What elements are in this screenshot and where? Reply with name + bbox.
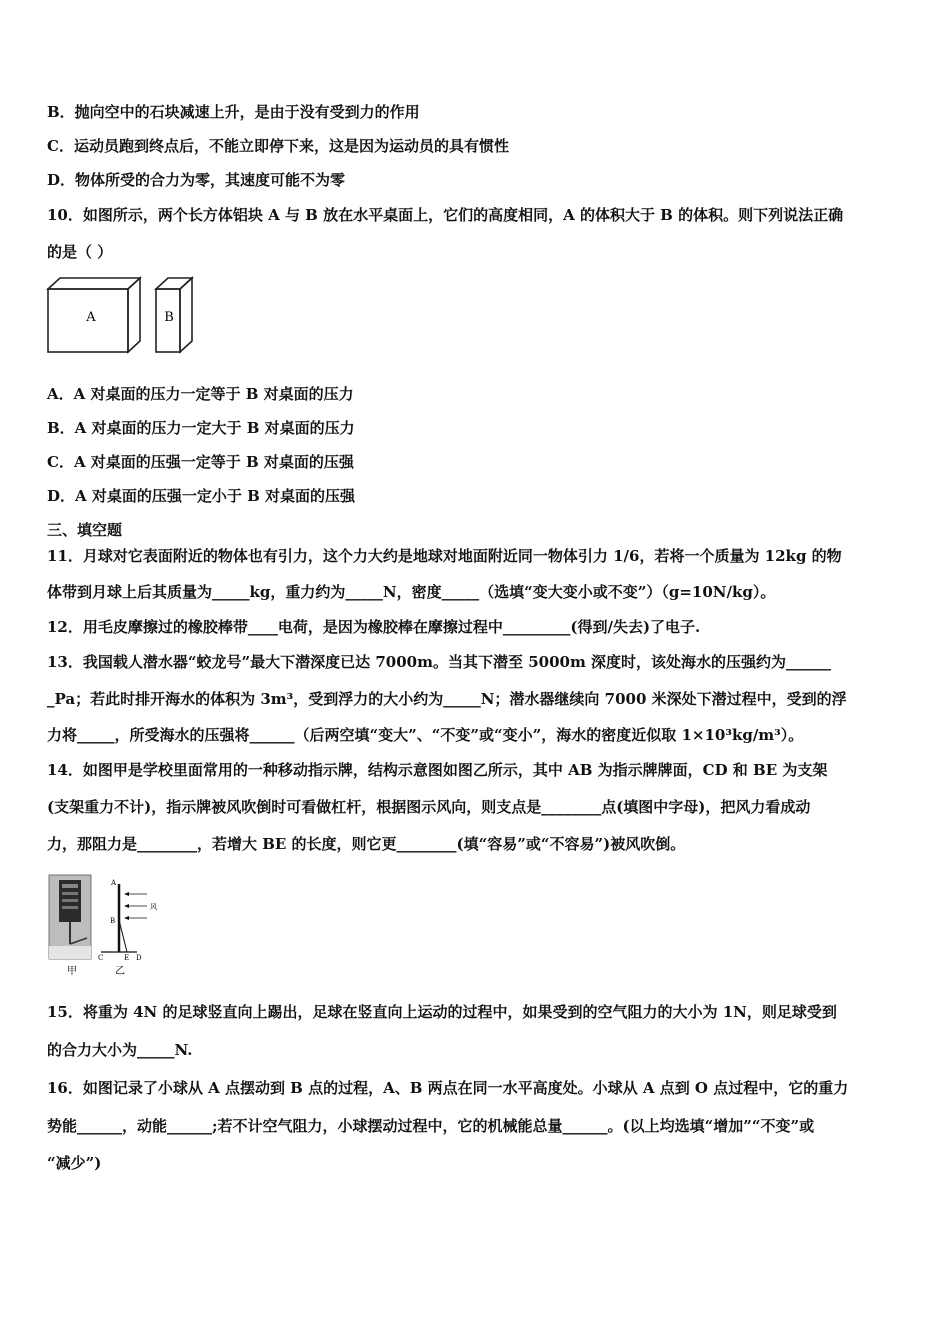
question-13-line-2: _Pa；若此时排开海水的体积为 3m³，受到浮力的大小约为_____N；潜水器继续向 7000 米深处下潜过程中，受到的浮: [47, 690, 847, 708]
block-a-label: A: [86, 310, 96, 325]
block-b-label: B: [164, 310, 174, 325]
question-16-line-1: 16．如图记录了小球从 A 点摆动到 B 点的过程，A、B 两点在同一水平高度处。小球从 A 点到 O 点过程中，它的重力: [47, 1079, 849, 1097]
section-heading-fill-in: 三、填空题: [47, 521, 123, 539]
question-14-line-2: (支架重力不计)，指示牌被风吹倒时可看做杠杆，根据图示风向，则支点是________点(填图中字母)，把风力看成动: [47, 798, 811, 816]
option-c-q10: C．A 对桌面的压强一定等于 B 对桌面的压强: [47, 453, 354, 471]
label-point-d: D: [136, 954, 142, 962]
question-14-line-3: 力，那阻力是________，若增大 BE 的长度，则它更________(填“容易”或“不容易”)被风吹倒。: [47, 835, 686, 853]
option-d-q9: D．物体所受的合力为零，其速度可能不为零: [47, 171, 346, 189]
question-14-line-1: 14．如图甲是学校里面常用的一种移动指示牌，结构示意图如图乙所示，其中 AB 为指示牌牌面，CD 和 BE 为支架: [47, 761, 828, 779]
option-d-q10: D．A 对桌面的压强一定小于 B 对桌面的压强: [47, 487, 355, 505]
question-16-line-2: 势能______，动能______;若不计空气阻力，小球摆动过程中，它的机械能总量______。(以上均选填“增加”“不变”或: [47, 1117, 815, 1135]
label-jia: 甲: [67, 966, 77, 977]
label-point-a: A: [111, 879, 117, 887]
question-10-line-1: 10．如图所示，两个长方体铝块 A 与 B 放在水平桌面上，它们的高度相同，A 的体积大于 B 的体积。则下列说法正确: [47, 206, 844, 224]
sign-photo: [49, 875, 91, 959]
option-b-q9: B．抛向空中的石块减速上升，是由于没有受到力的作用: [47, 103, 420, 121]
question-10-line-2: 的是（ ）: [47, 243, 113, 261]
figure-blocks-a-b: [45, 275, 210, 357]
question-11-line-1: 11．月球对它表面附近的物体也有引力，这个力大约是地球对地面附近同一物体引力 1/6，若将一个质量为 12kg 的物: [47, 547, 842, 565]
label-point-c: C: [98, 954, 104, 962]
label-point-b: B: [110, 917, 116, 925]
question-15-line-1: 15．将重为 4N 的足球竖直向上踢出，足球在竖直向上运动的过程中，如果受到的空气阻力的大小为 1N，则足球受到: [47, 1003, 837, 1021]
option-b-q10: B．A 对桌面的压力一定大于 B 对桌面的压力: [47, 419, 355, 437]
question-11-line-2: 体带到月球上后其质量为_____kg，重力约为_____N，密度_____（选填“变大变小或不变”）（g=10N/kg）。: [47, 583, 776, 601]
option-a-q10: A．A 对桌面的压力一定等于 B 对桌面的压力: [47, 385, 354, 403]
label-point-e: E: [124, 954, 130, 962]
question-13-line-1: 13．我国载人潜水器“蛟龙号”最大下潜深度已达 7000m。当其下潜至 5000m 深度时，该处海水的压强约为______: [47, 653, 832, 671]
figure-sign-stand: [47, 872, 167, 980]
question-16-line-3: “减少”): [47, 1154, 102, 1172]
label-wind: 风: [150, 903, 157, 911]
label-yi: 乙: [115, 966, 125, 977]
question-15-line-2: 的合力大小为_____N.: [47, 1041, 193, 1059]
question-13-line-3: 力将_____，所受海水的压强将______（后两空填“变大”、“不变”或“变小”，海水的密度近似取 1×10³kg/m³）。: [47, 726, 804, 744]
option-c-q9: C．运动员跑到终点后，不能立即停下来，这是因为运动员的具有惯性: [47, 137, 509, 155]
question-12: 12．用毛皮摩擦过的橡胶棒带____电荷，是因为橡胶棒在摩擦过程中_________(得到/失去)了电子.: [47, 618, 701, 636]
